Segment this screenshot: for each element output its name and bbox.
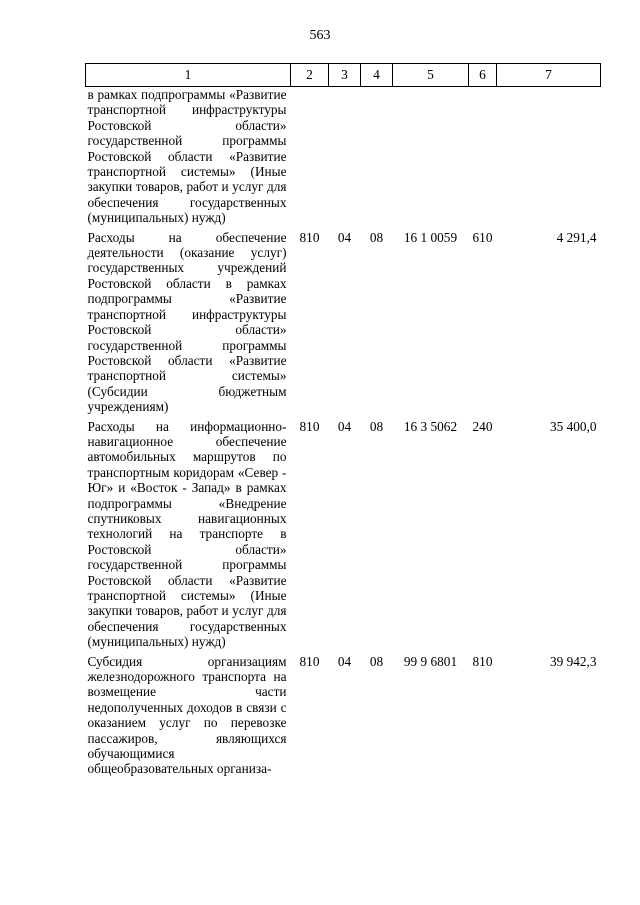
row-expense-type: 240 [472,418,493,434]
header-cell-4: 4 [361,64,393,87]
row-ministry-code: 810 [299,418,320,434]
row-ministry-code: 810 [299,653,320,669]
row-amount: 4 291,4 [556,229,597,245]
row-amount: 35 400,0 [549,418,597,434]
table-row [86,87,601,230]
table-row [86,419,601,654]
header-cell-5: 5 [393,64,469,87]
row-target-article: 16 3 5062 [403,418,458,434]
row-section-code [329,87,361,230]
row-ministry-code [291,87,329,230]
row-section-code: 04 [337,653,352,669]
row-section-code: 04 [337,418,352,434]
row-subsection-code: 08 [369,418,384,434]
row-subsection-code: 08 [369,653,384,669]
row-subsection-code [361,87,393,230]
header-cell-2: 2 [291,64,329,87]
row-expense-type [469,87,497,230]
table-row [86,230,601,419]
header-cell-1: 1 [86,64,291,87]
row-section-code: 04 [337,229,352,245]
row-description: Расходы на информационно-навигационное обеспечение автомобильных маршрутов по транспортным коридорам «Север - Юг» и «Восток - Запад» в рамках подпрограммы «Внедрение спутниковых навигационных технологий на транспорте в Ростовской области» государственной программы Ростовской области «Развитие транспортной системы» (Иные закупки товаров, работ и услуг для обеспечения государственных (муниципальных) нужд) [87,418,287,650]
row-description: Расходы на обеспечение деятельности (оказание услуг) государственных учреждений Ростовской области в рамках подпрограммы «Развитие транспортной инфраструктуры Ростовской области» государственной программы Ростовской области «Развитие транспортной системы» (Субсидии бюджетным учреждениям) [87,229,287,415]
row-target-article [393,87,469,230]
header-cell-7: 7 [497,64,601,87]
table-row [86,654,601,781]
row-ministry-code: 810 [299,229,320,245]
page-number: 563 [309,28,331,43]
row-amount: 39 942,3 [549,653,597,669]
row-description: в рамках подпрограммы «Развитие транспортной инфраструктуры Ростовской области» государственной программы Ростовской области «Развитие транспортной системы» (Иные закупки товаров, работ и услуг для обеспечения государственных (муниципальных) нужд) [87,87,287,226]
row-expense-type: 610 [472,229,493,245]
header-cell-3: 3 [329,64,361,87]
row-description: Субсидия организациям железнодорожного транспорта на возмещение части недополученных доходов в связи с оказанием услуг по перевозке пассажиров, являющихся обучающимися общеобразовательных организа- [87,653,287,777]
budget-table [85,63,601,781]
row-expense-type: 810 [472,653,493,669]
header-row [86,64,601,87]
row-target-article: 99 9 6801 [403,653,458,669]
row-subsection-code: 08 [369,229,384,245]
header-cell-6: 6 [469,64,497,87]
row-amount [497,87,601,230]
row-target-article: 16 1 0059 [403,229,458,245]
